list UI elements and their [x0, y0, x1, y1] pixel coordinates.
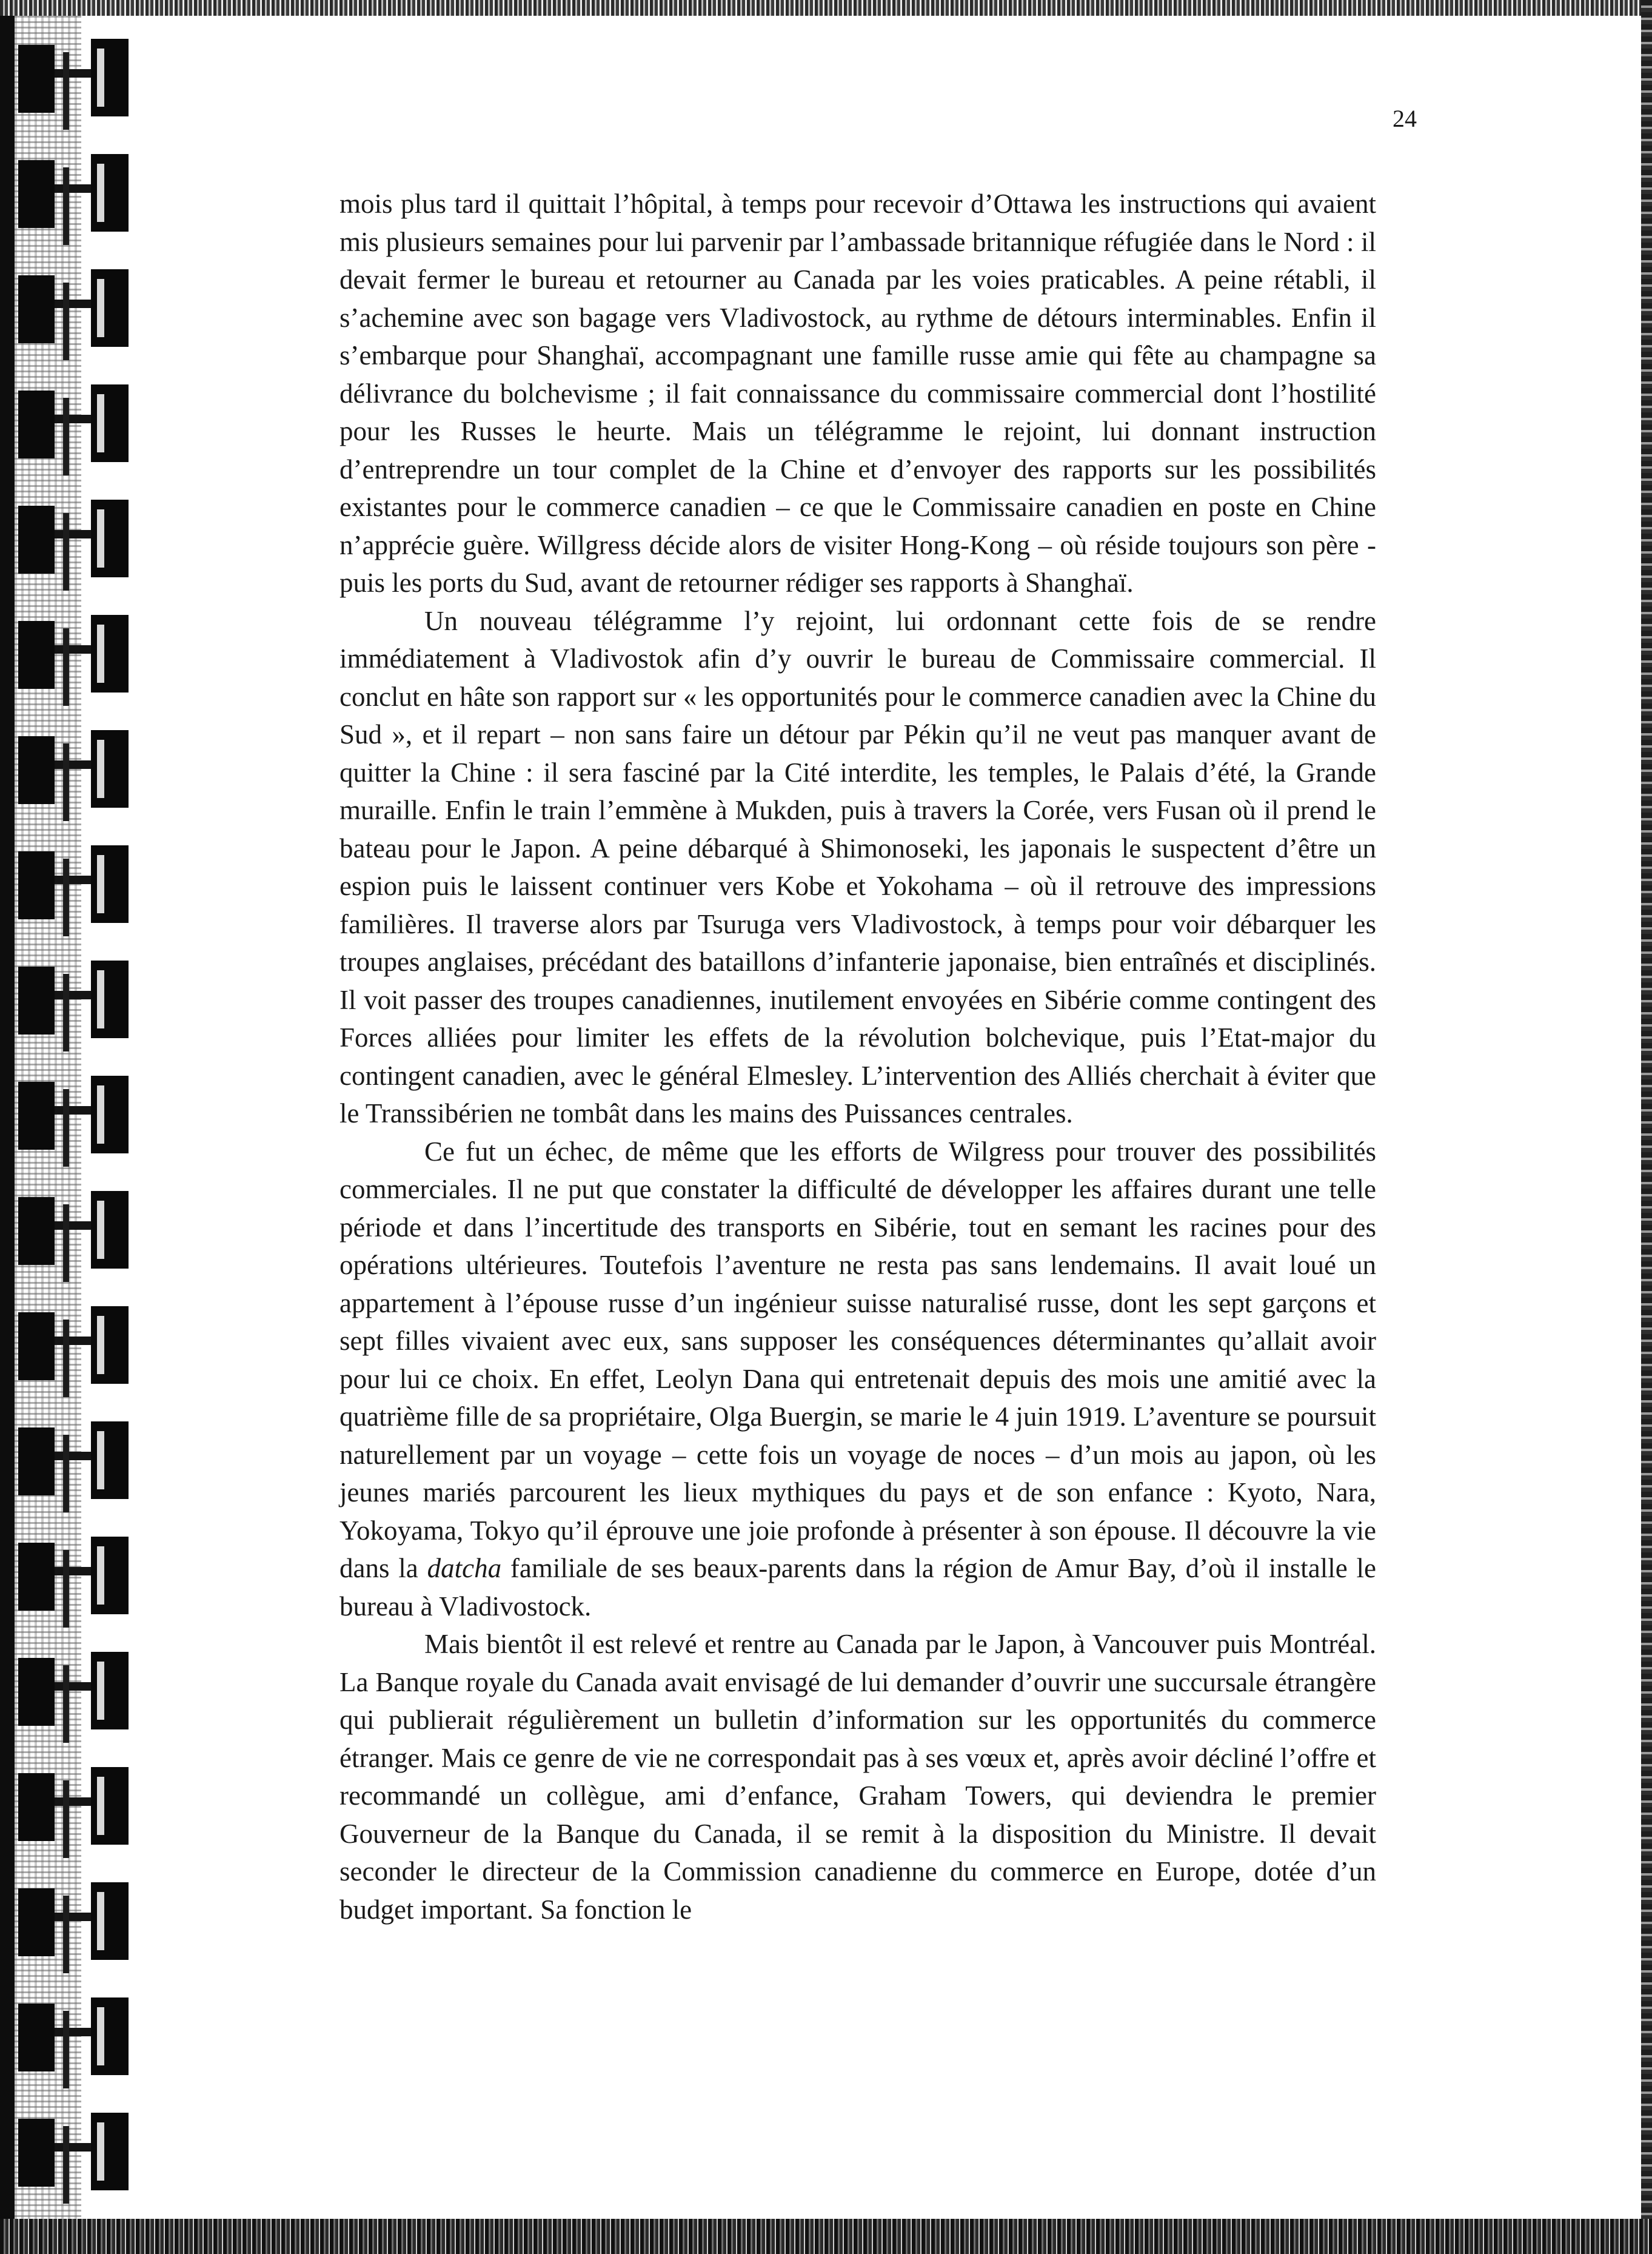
ring-part [97, 509, 104, 568]
ring-part [63, 283, 69, 360]
text-run: Mais bientôt il est relevé et rentre au Canada par le Japon, à Vancouver puis Montréal. La Banque royale du Canada avait envisagé de lui demander d’ouvrir une succursale étrangère qui publierait régulièrement un bulletin d’information sur les opportunités du commerce étranger. Mais ce genre de vie ne correspondait pas à ses vœux et, après avoir décliné l’offre et recommandé un collègue, ami d’enfance, Graham Towers, qui deviendra le premier Gouverneur de la Banque du Canada, il se remit à la disposition du Ministre. Il devait seconder le directeur de la Commission canadienne du commerce en Europe, dotée d’un budget important. Sa fonction le [339, 1629, 1376, 1925]
ring-part [18, 1312, 55, 1380]
paragraph [339, 1133, 1376, 1626]
binding-ring [0, 1993, 139, 2084]
ring-part [18, 1543, 55, 1611]
ring-part [18, 1888, 55, 1956]
ring-part [97, 1892, 104, 1950]
ring-part [63, 2011, 69, 2088]
page-number: 24 [1393, 105, 1417, 132]
text-run: familiale de ses beaux-parents dans la région de Amur Bay, d’où il installe le bureau à Vladivostock. [339, 1553, 1376, 1622]
ring-part [18, 2004, 55, 2071]
ring-part [18, 2119, 55, 2187]
ring-part [55, 2028, 91, 2036]
paragraph [339, 1625, 1376, 1928]
ring-part [97, 625, 104, 683]
scan-bottom-edge [0, 2219, 1652, 2254]
ring-part [18, 736, 55, 804]
ring-part [18, 1197, 55, 1265]
ring-part [63, 974, 69, 1052]
ring-part [97, 1316, 104, 1374]
binding-ring [0, 1417, 139, 1508]
ring-part [63, 167, 69, 245]
binding-ring [0, 1301, 139, 1392]
ring-part [55, 530, 91, 538]
ring-part [18, 391, 55, 458]
ring-part [55, 1797, 91, 1806]
ring-part [55, 184, 91, 193]
ring-part [55, 415, 91, 423]
body-text [339, 185, 1376, 1928]
ring-part [55, 760, 91, 769]
ring-part [97, 1085, 104, 1144]
ring-part [63, 1089, 69, 1167]
ring-part [55, 1682, 91, 1691]
ring-part [63, 1320, 69, 1397]
binding-ring [0, 264, 139, 355]
ring-part [97, 1431, 104, 1489]
ring-part [55, 2143, 91, 2152]
ring-part [63, 52, 69, 130]
spiral-binding [0, 16, 145, 2219]
ring-part [97, 1662, 104, 1720]
ring-part [97, 740, 104, 798]
ring-part [97, 970, 104, 1028]
paragraph [339, 602, 1376, 1133]
ring-part [97, 164, 104, 222]
ring-part [55, 1106, 91, 1115]
ring-part [18, 967, 55, 1035]
ring-part [63, 513, 69, 591]
ring-part [18, 160, 55, 228]
ring-part [18, 45, 55, 113]
ring-part [18, 1082, 55, 1150]
ring-part [97, 1546, 104, 1605]
ring-part [63, 859, 69, 936]
ring-part [97, 279, 104, 337]
ring-part [55, 1221, 91, 1230]
binding-ring [0, 495, 139, 586]
text-run: Un nouveau télégramme l’y rejoint, lui ordonnant cette fois de se rendre immédiatement à Vladivostok afin d’y ouvrir le bureau de Commissaire commercial. Il conclut en hâte son rapport sur « les opportunités pour le commerce canadien avec la Chine du Sud », et il repart – non sans faire un détour par Pékin qu’il ne veut pas manquer avant de quitter la Chine : il sera fasciné par la Cité interdite, les temples, le Palais d’été, la Grande muraille. Enfin le train l’emmène à Mukden, puis à travers la Corée, vers Fusan où il prend le bateau pour le Japon. A peine débarqué à Shimonoseki, les japonais le suspectent d’être un espion puis le laissent continuer vers Kobe et Yokohama – où il retrouve des impressions familières. Il traverse alors par Tsuruga vers Vladivostock, à temps pour voir débarquer les troupes anglaises, précédant des bataillons d’infanterie japonaise, bien entraînés et disciplinés. Il voit passer des troupes canadiennes, inutilement envoyées en Sibérie comme contingent des Forces alliées pour limiter les effets de la révolution bolchevique, puis l’Etat-major du contingent canadien, avec le général Elmesley. L’intervention des Alliés cherchait à éviter que le Transsibérien ne tombât dans les mains des Puissances centrales. [339, 605, 1376, 1129]
ring-part [18, 506, 55, 574]
ring-part [18, 1658, 55, 1726]
ring-part [63, 2126, 69, 2204]
ring-part [55, 1567, 91, 1575]
ring-part [97, 855, 104, 913]
ring-part [55, 1337, 91, 1345]
ring-part [63, 1780, 69, 1858]
ring-part [55, 645, 91, 654]
binding-ring [0, 725, 139, 816]
ring-part [97, 49, 104, 107]
ring-part [97, 2007, 104, 2065]
ring-part [55, 300, 91, 308]
ring-part [18, 275, 55, 343]
ring-part [63, 1550, 69, 1628]
scan-right-edge [1641, 0, 1652, 2254]
ring-part [55, 991, 91, 999]
binding-ring [0, 2108, 139, 2199]
ring-part [97, 1777, 104, 1835]
ring-part [63, 743, 69, 821]
italic-word: datcha [427, 1553, 502, 1583]
ring-part [63, 398, 69, 475]
binding-ring [0, 1877, 139, 1968]
ring-part [55, 1452, 91, 1460]
binding-ring [0, 149, 139, 240]
ring-part [18, 1773, 55, 1841]
binding-ring [0, 1186, 139, 1277]
ring-part [97, 394, 104, 452]
binding-ring [0, 1071, 139, 1162]
binding-ring [0, 380, 139, 471]
ring-part [55, 1913, 91, 1921]
binding-ring [0, 610, 139, 701]
ring-part [63, 1896, 69, 1973]
ring-part [63, 1435, 69, 1512]
ring-part [63, 628, 69, 706]
text-run: mois plus tard il quittait l’hôpital, à temps pour recevoir d’Ottawa les instructions qui avaient mis plusieurs semaines pour lui parvenir par l’ambassade britannique réfugiée dans le Nord : il devait fermer le bureau et retourner au Canada par les voies praticables. A peine rétabli, il s’achemine avec son bagage vers Vladivostock, au rythme de détours interminables. Enfin il s’embarque pour Shanghaï, accompagnant une famille russe amie qui fête au champagne sa délivrance du bolchevisme ; il fait connaissance du commissaire commercial dont l’hostilité pour les Russes le heurte. Mais un télégramme le rejoint, lui donnant instruction d’entreprendre un tour complet de la Chine et d’envoyer des rapports sur les possibilités existantes pour le commerce canadien – ce que le Commissaire canadien en poste en Chine n’apprécie guère. Willgress décide alors de visiter Hong-Kong – où réside toujours son père - puis les ports du Sud, avant de retourner rédiger ses rapports à Shanghaï. [339, 189, 1376, 598]
ring-part [55, 876, 91, 884]
ring-part [18, 851, 55, 919]
ring-part [55, 69, 91, 78]
ring-part [18, 1427, 55, 1495]
text-run: Ce fut un échec, de même que les efforts de Wilgress pour trouver des possibilités commerciales. Il ne put que constater la difficulté de développer les affaires durant une telle période et dans l’incertitude des transports en Sibérie, tout en semant les racines pour des opérations ultérieures. Toutefois l’aventure ne resta pas sans lendemains. Il avait loué un appartement à l’épouse russe d’un ingénieur suisse naturalisé russe, dont les sept garçons et sept filles vivaient avec eux, sans supposer les conséquences déterminantes qu’allait avoir pour lui ce choix. En effet, Leolyn Dana qui entretenait depuis des mois une amitié avec la quatrième fille de sa propriétaire, Olga Buergin, se marie le 4 juin 1919. L’aventure se poursuit naturellement par un voyage – cette fois un voyage de noces – d’un mois au japon, où les jeunes mariés parcourent les lieux mythiques du pays et de son enfance : Kyoto, Nara, Yokoyama, Tokyo qu’il éprouve une joie profonde à présenter à son épouse. Il découvre la vie dans la [339, 1136, 1376, 1583]
binding-ring [0, 1532, 139, 1623]
ring-part [63, 1204, 69, 1282]
paragraph [339, 185, 1376, 602]
scan-top-edge [0, 0, 1652, 16]
binding-ring [0, 1762, 139, 1853]
binding-ring [0, 1647, 139, 1738]
binding-ring [0, 956, 139, 1047]
ring-part [18, 621, 55, 689]
ring-part [63, 1665, 69, 1743]
ring-part [97, 1201, 104, 1259]
binding-ring [0, 840, 139, 931]
ring-part [97, 2122, 104, 2181]
binding-ring [0, 34, 139, 125]
